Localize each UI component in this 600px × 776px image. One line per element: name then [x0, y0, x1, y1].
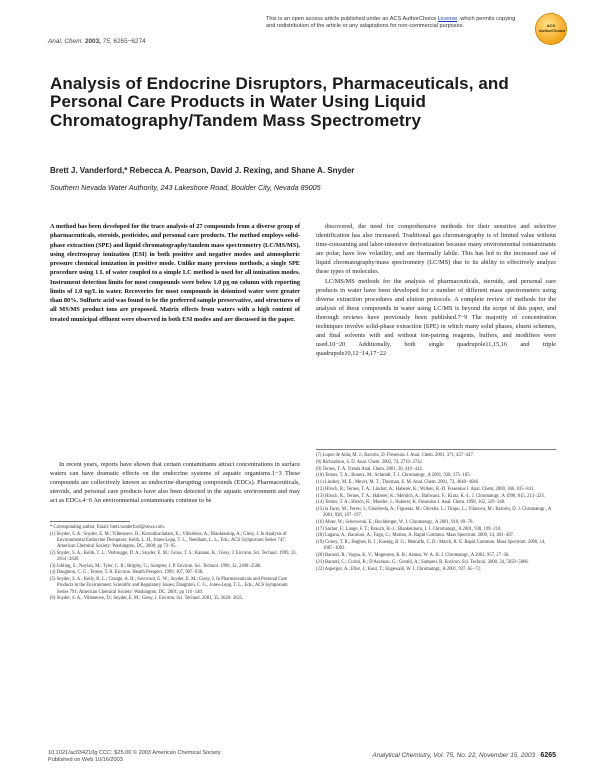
- open-access-suffix: , which permits copying and redistribution of the article or any adaptations for non-commercial purposes.: [266, 16, 516, 30]
- reference-item: (5) Snyder, S. A.; Kelly, K. L.; Grange, A. H.; Sovocool, G. W.; Snyder, E. M.; Giesy, J. In Pharmaceuticals and Personal Care Products in the Environment: Scientific and Regulatory Issues; Daughton, C. G., Jones-Lepp, T. L., Eds.; ACS Symposium Series 791; American Chemical Society: Washington, DC, 2001; pp 116−140.: [50, 577, 288, 595]
- reference-item: (22) Aspergur, A.; Eller, J.; Kaul, T.; Engewald, W. J. Chromatogr., A 2001, 937, 65−72.: [316, 566, 482, 572]
- references-left: [50, 521, 300, 603]
- published-line: Published on Web 10/16/2003: [48, 757, 123, 764]
- journal-name: Anal. Chem.: [48, 38, 84, 45]
- reference-item: (9) Ternes, T. A. Trends Anal. Chem. 2001, 20, 419−434.: [316, 466, 423, 472]
- reference-item: (11) Lindsey, M. E.; Meyer, M. T.; Thurman, E. M. Anal. Chem. 2001, 73, 4640−4646.: [316, 480, 480, 485]
- reference-list-left: [50, 525, 300, 602]
- journal-pages: 6265−6274: [113, 38, 146, 45]
- abstract: A method has been developed for the trace analysis of 27 compounds from a diverse group of pharmaceuticals, steroids, pesticides, and personal care products. The method employs solid-phase extraction (SPE) and liquid chromatography/tandem mass spectrometry (LC/MS/MS), using electrospray ionization (ESI) in both positive and negative modes and atmospheric pressure chemical ionization in positive mode. Unlike many previous methods, a single SPE procedure using 1 L of water coupled to a simple LC method is used for all ionization modes. Instrument detection limits for most compounds were below 1.0 pg on column with reporting limits of 1.0 ng/L in water. Recoveries for most compounds in deionized water were greater than 80%. Sulfuric acid was found to be the preferred sample preservative, and structures of all MS/MS product ions are proposed. Matrix effects from waters with a high content of treated municipal effluent were observed in both ESI modes and are discussed in the paper.: [50, 223, 300, 323]
- badge-text: ACS AuthorChoice: [539, 23, 566, 33]
- journal-volume: 75,: [102, 38, 112, 45]
- reference-divider: [50, 521, 130, 522]
- open-access-notice: [266, 16, 526, 31]
- reference-item: (20) Baronti, R.; Vogna, K. V.; Mogensen, B. B.; Asmus, W. A. H. J. Chromatogr., A 2002, 957, 27−36.: [316, 553, 510, 559]
- reference-item: (3) Jobling, S.; Noylan, M.; Tyler, C. R.; Brighty, G.; Sumpter, J. P. Environ. Sci. Technol. 1998, 32, 2498−2506.: [50, 563, 262, 569]
- reference-item: (21) Baronti, C.; Curini, R.; D'Ascenzo, G.; Gentili, A.; Samperi, R. Environ. Sci. Technol. 2000, 34, 5059−5066.: [316, 559, 529, 565]
- body-paragraph-2: LC/MS/MS methods for the analysis of pharmaceuticals, steroids, and personal care products in water have been developed for a number of different mass spectrometers using diverse extraction procedures and elution protocols. A complete review of methods for the analysis of these compounds in water using LC/MS is beyond the scope of this paper, and thorough reviews have previously been published.7−9 The majority of concentration techniques involve solid-phase extraction (SPE) in which many solid phases, eluent schemes, and final solvents with and without ion-pairing reagents, buffers, and modifiers were used.10−20 Additionally, both single quadrupole11,15,16 and triple quadrupole10,12−14,17−22: [316, 277, 556, 358]
- doi-line: 10.1021/ac034210g CCC: $25.00 © 2003 American Chemical Society: [48, 750, 221, 756]
- intro-paragraph: In recent years, reports have shown that certain contaminants attract concentrations in surface waters can have dramatic effects on the endocrine systems of aquatic organisms.1−3 These compounds are collectively known as endocrine-disrupting compounds (EDCs). Pharmaceuticals, steroids, and personal care products have also been detected in the aquatic environment and may act as EDCs.4−6 An environmental contaminants continue to be: [50, 461, 300, 505]
- reference-list-right: [316, 453, 556, 573]
- introduction: [50, 460, 300, 505]
- reference-item: (12) Hirsch, R.; Ternes, T. A.; Lindart, A.; Haberer, K.; Wilken, R.-D. Fresenius J. Anal. Chem. 2000, 366, 835−841.: [316, 486, 535, 492]
- reference-item: (19) Croley, T. R.; Hughes, R. J.; Koenig, B. G.; Metcalfe, C. D.; March, R. E. Rapid Commun. Mass Spectrom. 2000, 14, 1087−1093.: [316, 540, 546, 552]
- reference-item: (13) Hirsch, R.; Ternes, T. A.; Haberer, K.; Mehlich, A.; Ballwanz, F.; Kratz, K.-L. J. Chromatogr., A 1998, 815, 213−223.: [316, 493, 545, 499]
- license-link[interactable]: License: [437, 16, 458, 22]
- reference-item: * Corresponding author. Email: brett.vanderford@snwa.com.: [50, 525, 165, 530]
- right-column-body: [316, 222, 556, 358]
- reference-item: (6) Snyder, S. A.; Villeneuve, D.; Snyder, E. M.; Giesy, J. Environ. Sci. Technol. 2001, 35, 3620−3625.: [50, 596, 244, 602]
- reference-item: (17) Sacher, F.; Lange, F. T.; Brauch, H.-J.; Blankenhorn, I. J. Chromatogr., A 2001, 938, 199−210.: [316, 526, 502, 532]
- reference-item: (14) Ternes, T. A.; Hirsch, R.; Mueller, J.; Haberer, K. Fresenius J. Anal. Chem. 1998, 362, 329−340.: [316, 500, 506, 506]
- footer-left: [48, 750, 221, 764]
- acs-authorchoice-badge-icon: [536, 14, 566, 44]
- open-access-prefix: This is an open access article published under an ACS AuthorChoice: [266, 16, 438, 22]
- reference-item: (4) Daughton, C. G.; Ternes, T. A. Environ. Health Perspect. 1999, 107, 907−938.: [50, 570, 204, 576]
- page-number: 6265: [540, 752, 556, 759]
- footer-right: [372, 752, 556, 759]
- author-list: Brett J. Vanderford,* Rebecca A. Pearson, David J. Rexing, and Shane A. Snyder: [50, 166, 355, 175]
- reference-item: (2) Snyder, S. A.; Keith, T. L.; Verbrugge, D. A.; Snyder, E. M.; Gross, T. S.; Kannan, K.; Giesy, J. Environ. Sci. Technol. 1999, 33, 2814−2820.: [50, 550, 297, 562]
- reference-divider: [316, 449, 556, 450]
- journal-citation: [48, 38, 146, 45]
- affiliation: Southern Nevada Water Authority, 243 Lakeshore Road, Boulder City, Nevada 89005: [50, 183, 321, 192]
- reference-item: (16) Ahrer, W.; Scherwenk, E.; Buchberger, W. J. Chromatogr., A 2001, 910, 69−78.: [316, 519, 474, 525]
- reference-item: (1) Snyder, S. A.; Snyder, E. M.; Villeneuve, D.; Kurunthachalam, K.; Villalobos, A.; Blankenship, A.; Giesy, J. In Analysis of Environmental Endocrine Disruptors; Keith, L. H., Jones-Lepp, T. L., Needham, L. L., Eds.; ACS Symposium Series 747; American Chemical Society: Washington, DC, 2000; pp 73−95.: [50, 531, 287, 550]
- references-right: [316, 449, 556, 573]
- reference-item: (15) la Farre, M.; Ferrer, I.; Ginebreda, A.; Figueras, M.; Olivella, L.; Tirapu, L.; Vilanova, M.; Barcelo, D. J. Chromatogr., A 2001, 938, 187−197.: [316, 507, 551, 519]
- reference-item: (8) Richardson, S. D. Anal. Chem. 2002, 74, 2719−2742.: [316, 459, 424, 465]
- journal-year: 2003,: [84, 38, 101, 45]
- article-title: Analysis of Endocrine Disruptors, Pharmaceuticals, and Personal Care Products in Water Using Liquid Chromatography/Tandem Mass Spectrometry: [50, 74, 509, 130]
- reference-item: (10) Ternes, T. A.; Bonerz, M.; Schmidt, T. J. Chromatogr., A 2001, 938, 175−185.: [316, 473, 471, 479]
- reference-item: (7) Lopez de Alda, M. J.; Barcelo, D. Fresenius J. Anal. Chem. 2001, 371, 437−447.: [316, 453, 474, 458]
- reference-item: (18) Lagana, A.; Bacaloni, A.; Fago, G.; Marino, A. Rapid Commun. Mass Spectrom. 2000, 14, 401−407.: [316, 533, 515, 539]
- journal-issue: Analytical Chemistry, Vol. 75, No. 22, November 15, 2003: [372, 752, 536, 759]
- body-paragraph-1: discovered, the need for comprehensive methods for their sensitive and selective identification has also increased. Traditional gas chromatography is of limited value without time-consuming and labor-intensive derivatization because many environmental contaminants are polar, have low volatility, and are thermally labile. This has led to the increased use of liquid chromatography/mass spectrometry (LC/MS) due to its ability to effectively analyze these types of molecules.: [316, 223, 556, 276]
